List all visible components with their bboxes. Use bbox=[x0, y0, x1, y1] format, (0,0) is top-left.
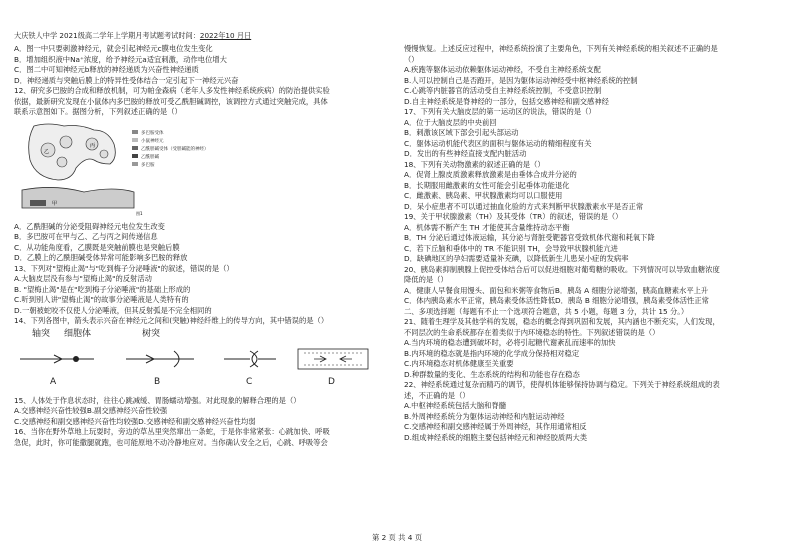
question-text-line: 17、下列有关大脑皮层的第一运动区的说法，错误的是（） bbox=[404, 107, 596, 116]
question-text-line: 21、随着生理学及其他学科的发展，稳态的概念得到巩固和发展，其内涵也不断充实，人们发现， bbox=[404, 317, 720, 326]
header-date: 2022年10 月日 bbox=[199, 31, 252, 40]
question-text-line: 降低的是（） bbox=[404, 275, 448, 284]
svg-text:丙: 丙 bbox=[90, 142, 96, 149]
question-text-line: D.一朝被蛇咬不仅使人分泌唾液，但其反射弧是不完全相同的 bbox=[14, 305, 212, 315]
option-label-d: D bbox=[328, 376, 335, 387]
question-text-line: 述，不正确的是（） bbox=[404, 390, 470, 400]
question-text-line: 依据，最新研究发现在小鼠体内多巴胺的释放可受乙酰胆碱调控，该调控方式通过突触完成，具体 bbox=[14, 96, 328, 106]
question-text-line: C.交感神经和副交感神经属于外周神经，其作用通常相反 bbox=[404, 422, 587, 431]
question-text-line: （） bbox=[404, 54, 419, 64]
question-text-line: D．缺碘地区的孕妇需要适量补充碘，以降低新生儿患呆小症的发病率 bbox=[404, 254, 629, 263]
question-text-line: 急促，此时，你可能撒腿就跑，也可能原地不动冷静地应对。当你确认安全之后，心跳、呼吸等会 bbox=[14, 437, 328, 447]
question-text-line: C．图二中可知神经元b释放的神经递质为兴奋性神经递质 bbox=[14, 65, 199, 74]
option-label-a: A bbox=[50, 376, 57, 387]
question-text-line: A．机体需不断产生 TH 才能使其含量维持动态平衡 bbox=[404, 222, 570, 232]
legend-item: 小鼠神经元 bbox=[132, 138, 209, 146]
question-text-line: B. "望梅止渴"是在"吃到梅子分泌唾液"的基础上形成的 bbox=[14, 284, 191, 294]
question-text-line: D.自主神经系统是脊神经的一部分，包括交感神经和副交感神经 bbox=[404, 96, 609, 106]
option-label-c: C bbox=[246, 376, 253, 387]
question-text-line: A．促肾上腺皮质激素释放激素是由垂体合成并分泌的 bbox=[404, 170, 577, 179]
synapse-figure bbox=[14, 120, 392, 218]
question-text-line: A．位于大脑皮层的中央前回 bbox=[404, 117, 497, 127]
svg-text:乙: 乙 bbox=[44, 148, 50, 155]
question-text-line: C.交感神经和副交感神经兴奋性均较强D.交感神经和副交感神经兴奋性均弱 bbox=[14, 416, 256, 426]
question-text-line: B．多巴胺可在甲与乙、乙与丙之间传递信息 bbox=[14, 232, 158, 241]
question-text-line: 22、神经系统通过复杂而精巧的调节，使得机体能够保持协调与稳定。下列关于神经系统组成的表 bbox=[404, 380, 720, 389]
question-text-line: D.组成神经系统的细胞主要包括神经元和神经胶质两大类 bbox=[404, 432, 588, 442]
svg-text:甲: 甲 bbox=[52, 200, 58, 207]
question-block-11-12 bbox=[14, 44, 392, 118]
question-text-line: A.当内环境的稳态遭到破坏时，必将引起糖代谢紊乱而速率的加快 bbox=[404, 338, 616, 347]
question-text-line: 二、多项选择题（每题有不止一个选项符合题意，共 5 小题，每题 3 分，共计 15 分。） bbox=[404, 306, 689, 316]
question-block-12-14 bbox=[14, 222, 392, 327]
synapse-legend bbox=[132, 130, 209, 170]
question-text-line: 20、胰岛素抑制胰腺上促控受体结合后可以促进细胞对葡萄糖的吸收。下列情况可以导致血糖浓度 bbox=[404, 264, 720, 274]
conduction-figure bbox=[14, 329, 392, 393]
question-text-line: C．若下丘脑和垂体中的 TR 不能识别 TH，会导致甲状腺机能亢进 bbox=[404, 243, 618, 253]
figure-label-axon: 轴突 bbox=[32, 328, 51, 339]
question-text-line: C．体内胰岛素水平正常，胰岛素受体活性降低D．胰岛 B 细胞分泌增强，胰岛素受体活性正常 bbox=[404, 296, 709, 305]
question-text-line: B．长期服用雌激素的女性可能会引起垂体功能退化 bbox=[404, 180, 570, 190]
question-text-line: D．发出的有些神经直接支配内脏活动 bbox=[404, 149, 527, 158]
option-label-b: B bbox=[154, 376, 161, 387]
question-text-line: 慢慢恢复。上述反应过程中，神经系统扮演了主要角色，下列有关神经系统的相关叙述不正确的是 bbox=[404, 44, 718, 53]
legend-item: 乙酰胆碱受体（受胆碱能的神经） bbox=[132, 146, 209, 154]
question-block-15-16 bbox=[14, 396, 392, 449]
question-text-line: C.听到别人讲"望梅止渴"的故事分泌唾液是人类特有的 bbox=[14, 295, 189, 304]
question-text-line: C．从功能角度看，乙膜既是突触前膜也是突触后膜 bbox=[14, 242, 180, 252]
question-text-line: 15、人体处于作息状态时，往往心跳减缓、胃肠蠕动增强。对此现象的解释合理的是（） bbox=[14, 395, 301, 405]
legend-item: 多巴胺受体 bbox=[132, 130, 209, 138]
question-text-line: C.心跳等内脏器官的活动受自主神经系统控制，不受意识控制 bbox=[404, 86, 602, 95]
question-text-line: D．呆小症患者不可以通过抽血化验的方式来判断甲状腺激素水平是否正常 bbox=[404, 201, 644, 211]
figure-label-soma: 细胞体 bbox=[64, 328, 92, 339]
question-block-16-22 bbox=[404, 44, 780, 443]
page-footer: 第 2 页 共 4 页 bbox=[371, 533, 423, 542]
question-text-line: 联系示意图如下。据图分析，下列叙述正确的是（） bbox=[14, 107, 182, 116]
left-column bbox=[14, 44, 392, 448]
question-text-line: D．神经递质与突触后膜上的特异性受体结合一定引起下一神经元兴奋 bbox=[14, 75, 239, 85]
question-text-line: A.交感神经兴奋性较强B.副交感神经兴奋性较强 bbox=[14, 406, 168, 415]
question-text-line: B.内环境的稳态就是指内环境的化学成分保持相对稳定 bbox=[404, 348, 580, 358]
page-header bbox=[14, 31, 251, 41]
question-text-line: 14、下列各图中，箭头表示兴奋在神经元之间和(突触)神经纤维上的传导方向，其中错误的是（） bbox=[14, 316, 329, 325]
question-text-line: A.中枢神经系统包括大脑和脊髓 bbox=[404, 401, 507, 410]
question-text-line: 不同层次的生命系统都存在着类似于内环境稳态的特性。下列叙述错误的是（） bbox=[404, 327, 660, 337]
legend-item: 乙酰胆碱 bbox=[132, 154, 209, 162]
question-text-line: C.内环境稳态对机体健康至关重要 bbox=[404, 359, 514, 368]
header-school: 大庆铁人中学 2021级高二学年上学期月考试题考试时间： bbox=[14, 31, 200, 40]
question-text-line: 12、研究多巴胺的合成和释放机制，可为帕金森病（老年人多发性神经系统疾病）的防治提供实验 bbox=[14, 86, 330, 95]
question-text-line: B．刺激该区域下部会引起头部运动 bbox=[404, 128, 519, 137]
question-text-line: A．图一中只要刺激神经元，就会引起神经元c膜电位发生变化 bbox=[14, 44, 213, 53]
question-text-line: 16、当你在野外草地上玩耍时，旁边的草丛里突然窜出一条蛇，于是你非常紧张：心跳加快、呼吸 bbox=[14, 427, 330, 436]
question-text-line: B．TH 分泌后通过体液运输，其分泌与肾脏受靶器官受致机体代谢和耗氧下降 bbox=[404, 233, 655, 242]
question-text-line: A．健康人早餐食用馒头、面包和米粥等食物后B．胰岛 A 细胞分泌增强，胰高血糖素水平上升 bbox=[404, 285, 709, 295]
question-text-line: B.外周神经系统分为躯体运动神经和内脏运动神经 bbox=[404, 411, 565, 421]
question-text-line: 13、下列对"望梅止渴"与"吃到梅子分泌唾液"的叙述，错误的是（） bbox=[14, 263, 234, 273]
question-text-line: A.疾跑等躯体运动依赖躯体运动神经，不受自主神经系统支配 bbox=[404, 65, 601, 74]
question-text-line: A.大脑皮层没有参与"望梅止渴"的反射活动 bbox=[14, 274, 152, 283]
figure-label-dendrite: 树突 bbox=[142, 328, 161, 339]
right-column bbox=[404, 44, 780, 443]
question-text-line: 18、下列有关动物激素的叙述正确的是（） bbox=[404, 159, 545, 169]
question-text-line: D.种群数量的变化、生态系统的结构和功能也存在稳态 bbox=[404, 369, 580, 379]
question-text-line: A．乙酰胆碱的分泌受阻碍神经元电位发生改变 bbox=[14, 221, 165, 231]
question-text-line: B.人可以控制自己是否跑开，是因为躯体运动神经受中枢神经系统的控制 bbox=[404, 75, 638, 85]
question-text-line: B．增加组织液中Na⁺浓度，给予神经元a适宜刺激，动作电位增大 bbox=[14, 54, 227, 64]
question-text-line: 19、关于甲状腺激素（TH）及其受体（TR）的叙述，错误的是（） bbox=[404, 212, 623, 221]
conduction-diagram bbox=[14, 329, 392, 393]
question-text-line: D．乙膜上的乙酰胆碱受体异常可能影响多巴胺的释放 bbox=[14, 253, 188, 262]
question-text-line: C．雌激素、胰岛素、甲状腺激素均可以口服使用 bbox=[404, 191, 563, 200]
legend-item: 多巴胺 bbox=[132, 162, 209, 170]
question-text-line: C．躯体运动机能代表区的面积与躯体运动的精细程度有关 bbox=[404, 138, 592, 148]
svg-text:图1: 图1 bbox=[136, 210, 143, 216]
